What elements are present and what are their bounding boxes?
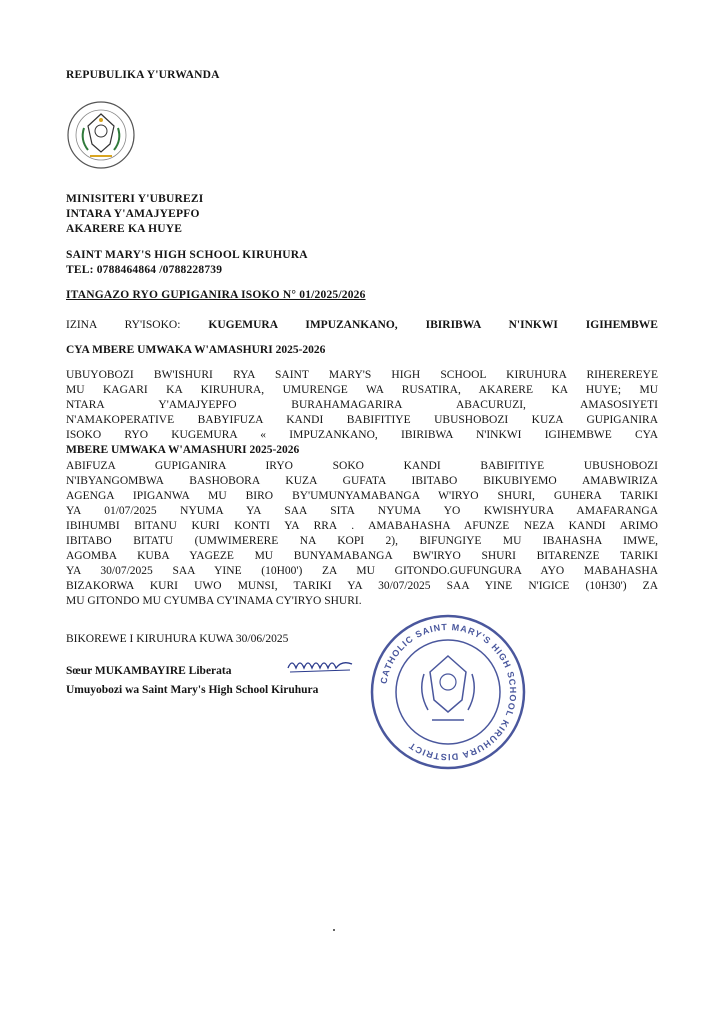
signing-place-date: BIKOREWE I KIRUHURA KUWA 30/06/2025 (66, 633, 289, 645)
tender-name-value-line2: CYA MBERE UMWAKA W'AMASHURI 2025-2026 (66, 344, 326, 356)
paragraph-line: YA 01/07/2025 NYUMA YA SAA SITA NYUMA YO KWISHYURA AMAFARANGA (66, 505, 658, 517)
paragraph-line: AGENGA IPIGANWA MU BIRO BY'UMUNYAMABANGA W'IRYO SHURI, GUHERA TARIKI (66, 490, 658, 502)
school-stamp-icon (368, 612, 528, 772)
paragraph-line: ABIFUZA GUPIGANIRA IRYO SOKO KANDI BABIFITIYE UBUSHOBOZI (66, 460, 658, 472)
tender-name-block (66, 318, 658, 333)
paragraph-line: MBERE UMWAKA W'AMASHURI 2025-2026 (66, 444, 300, 456)
paragraph-line: N'AMAKOPERATIVE BABYIFUZA KANDI BABIFITIYE UBUSHOBOZI KUZA GUPIGANIRA (66, 414, 658, 426)
district-heading: AKARERE KA HUYE (66, 223, 183, 235)
tender-name-label: IZINA RY'ISOKO: (66, 319, 181, 331)
signatory-name: Sœur MUKAMBAYIRE Liberata (66, 665, 232, 677)
paragraph-line: N'IBYANGOMBWA BASHOBORA KUZA GUFATA IBITABO BIKUBIYEMO AMABWIRIZA (66, 475, 658, 487)
paragraph-line: UBUYOBOZI BW'ISHURI RYA SAINT MARY'S HIGH SCHOOL KIRUHURA RIHEREREYE (66, 369, 658, 381)
school-name: SAINT MARY'S HIGH SCHOOL KIRUHURA (66, 249, 308, 261)
signature-icon (286, 654, 356, 676)
paragraph-line: MU GITONDO MU CYUMBA CY'INAMA CY'IRYO SHURI. (66, 595, 362, 607)
paragraph-instructions (66, 459, 658, 609)
signatory-title: Umuyobozi wa Saint Mary's High School Kiruhura (66, 684, 319, 696)
scan-dot (333, 929, 335, 931)
tender-name-value: KUGEMURA IMPUZANKANO, IBIRIBWA N'INKWI IGIHEMBWE (208, 319, 658, 331)
province-heading: INTARA Y'AMAJYEPFO (66, 208, 200, 220)
paragraph-line: AGOMBA KUBA YAGEZE MU BUNYAMABANGA BW'IRYO SHURI BITARENZE TARIKI (66, 550, 658, 562)
republic-heading: REPUBULIKA Y'URWANDA (66, 69, 220, 81)
paragraph-line: BIZAKORWA KURI UWO MUNSI, TARIKI YA 30/07/2025 SAA YINE N'IGICE (10H30') ZA (66, 580, 658, 592)
paragraph-line: ISOKO RYO KUGEMURA « IMPUZANKANO, IBIRIBWA N'INKWI IGIHEMBWE CYA (66, 429, 658, 441)
paragraph-invitation (66, 368, 658, 458)
paragraph-line: IBITABO BITATU (UMWIMERERE NA KOPI 2), BIFUNGIYE MU IBAHASHA IMWE, (66, 535, 658, 547)
paragraph-line: NTARA Y'AMAJYEPFO BURAHAMAGARIRA ABACURUZI, AMASOSIYETI (66, 399, 658, 411)
school-telephone: TEL: 0788464864 /0788228739 (66, 264, 223, 276)
paragraph-line: IBIHUMBI BITANU KURI KONTI YA RRA . AMABAHASHA AFUNZE NEZA KANDI ARIMO (66, 520, 658, 532)
paragraph-line: YA 30/07/2025 SAA YINE (10H00') ZA MU GITONDO.GUFUNGURA AYO MABAHASHA (66, 565, 658, 577)
ministry-heading: MINISITERI Y'UBUREZI (66, 193, 204, 205)
rwanda-coat-of-arms-icon (64, 98, 138, 172)
paragraph-line: MU KAGARI KA KIRUHURA, UMURENGE WA RUSATIRA, AKARERE KA HUYE; MU (66, 384, 658, 396)
tender-name-line (66, 318, 658, 333)
svg-text:CATHOLIC SAINT MARY'S HIGH SCH: CATHOLIC SAINT MARY'S HIGH SCHOOL KIRUHURA DISTRICT (378, 621, 519, 763)
notice-title: ITANGAZO RYO GUPIGANIRA ISOKO N° 01/2025/2026 (66, 289, 366, 301)
